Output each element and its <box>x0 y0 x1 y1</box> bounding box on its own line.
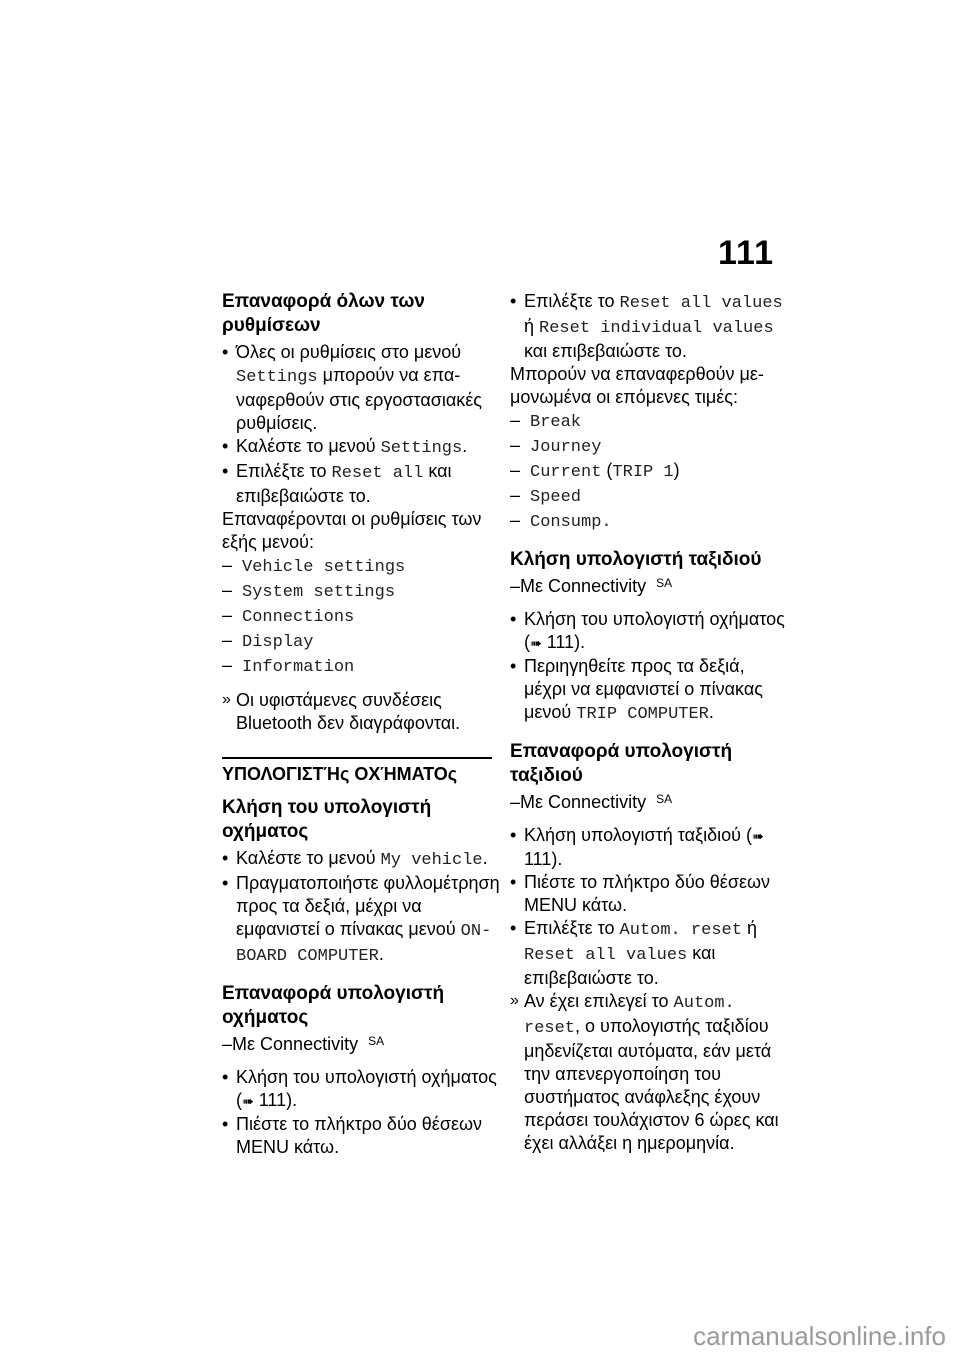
major-heading: ΥΠΟΛΟΓΙΣΤΉς ΟΧΉΜΑΤΟς <box>222 757 492 786</box>
dash-item: – System settings <box>222 580 396 602</box>
section-title: Κλήση υπολογιστή ταξιδιού <box>510 549 762 570</box>
bullet-item: • Περιηγηθείτε προς τα δεξιά, μέχρι να εμφανιστεί ο πίνακας μενού TRIP COMPUTER. <box>510 656 763 724</box>
option-note: –Με Connectivity $^{SA}$ <box>222 1034 385 1054</box>
section-title: Επαναφορά όλων των ρυθμίσεων <box>222 291 425 336</box>
option-note: –Με Connectivity $^{SA}$ <box>510 792 673 812</box>
arrow-right-icon: ➠ <box>751 828 764 844</box>
result-note: » Αν έχει επιλεγεί το Autom. reset, ο υπολογιστής ταξιδίου μηδενίζεται αυτόματα, εάν μετά την απενεργοποίηση του συστήματος ανάφλεξης έχουν περάσει τουλάχιστον 6 ώρες και έχει αλλάξει η ημερομηνία. <box>510 991 779 1153</box>
section-reset-values <box>510 290 790 534</box>
dash-item: – Break <box>510 410 582 432</box>
section-reset-all <box>222 290 502 735</box>
bullet-item: • Καλέστε το μενού Settings. <box>222 436 468 458</box>
right-column <box>510 290 790 1169</box>
bullet-item: • Επιλέξτε το Reset all και επιβεβαιώστε το. <box>222 461 452 506</box>
bullet-item: • Επιλέξτε το Autom. reset ή Reset all values και επιβεβαιώστε το. <box>510 918 757 988</box>
result-note: » Οι υφιστάμενες συνδέσεις Bluetooth δεν διαγράφονται. <box>222 690 461 733</box>
paragraph: Μπορούν να επαναφερθούν μεμονωμένα οι επόμενες τιμές: <box>510 364 764 407</box>
dash-item: – Journey <box>510 435 602 457</box>
bullet-item: • Πραγματοποιήστε φυλλομέτρηση προς τα δεξιά, μέχρι να εμφανιστεί ο πίνακας μενού ON-BOARD COMPUTER. <box>222 873 500 966</box>
dash-item: – Consump. <box>510 510 612 532</box>
bullet-item: • Κλήση του υπολογιστή οχήματος (➠ 111). <box>222 1067 497 1110</box>
dash-item: – Display <box>222 630 314 652</box>
section-call-vehicle-computer <box>222 796 502 968</box>
dash-item: – Information <box>222 655 355 677</box>
dash-item: – Current (TRIP 1) <box>510 460 680 482</box>
option-note: –Με Connectivity $^{SA}$ <box>510 576 673 596</box>
sa-badge: SA <box>368 1034 385 1048</box>
paragraph: Επαναφέρονται οι ρυθμίσεις των εξής μενού: <box>222 509 482 552</box>
bullet-item: • Πιέστε το πλήκτρο δύο θέσεων MENU κάτω. <box>222 1114 483 1157</box>
bullet-item: • Κλήση υπολογιστή ταξιδιού (➠ 111). <box>510 825 764 869</box>
bullet-item: • Πιέστε το πλήκτρο δύο θέσεων MENU κάτω. <box>510 872 771 915</box>
dash-item: – Connections <box>222 605 355 627</box>
watermark: carmanualsonline.info <box>693 1321 946 1351</box>
arrow-right-icon: ➠ <box>530 635 542 651</box>
left-column <box>222 290 502 1173</box>
bullet-item: • Όλες οι ρυθμίσεις στο μενού Settings μπορούν να επαναφερθούν στις εργοστασιακές ρυθμίσεις. <box>222 342 482 433</box>
page-number: 111 <box>718 234 774 272</box>
dash-item: – Vehicle settings <box>222 555 406 577</box>
bullet-item: • Καλέστε το μενού My vehicle. <box>222 848 488 870</box>
dash-item: – Speed <box>510 485 582 507</box>
section-reset-vehicle-computer <box>222 982 502 1159</box>
sa-badge: SA <box>656 792 673 806</box>
section-call-trip-computer <box>510 548 790 726</box>
bullet-item: • Κλήση του υπολογιστή οχήματος (➠ 111). <box>510 609 785 652</box>
arrow-right-icon: ➠ <box>242 1093 254 1109</box>
section-title: Επαναφορά υπολογιστή ταξιδιού <box>510 741 733 786</box>
section-reset-trip-computer <box>510 740 790 1155</box>
section-title: Επαναφορά υπολογιστή οχήματος <box>222 983 445 1028</box>
section-title: Κλήση του υπολογιστή οχήματος <box>222 797 432 842</box>
bullet-item: • Επιλέξτε το Reset all values ή Reset individual values και επιβεβαιώστε το. <box>510 291 783 361</box>
sa-badge: SA <box>656 576 673 590</box>
